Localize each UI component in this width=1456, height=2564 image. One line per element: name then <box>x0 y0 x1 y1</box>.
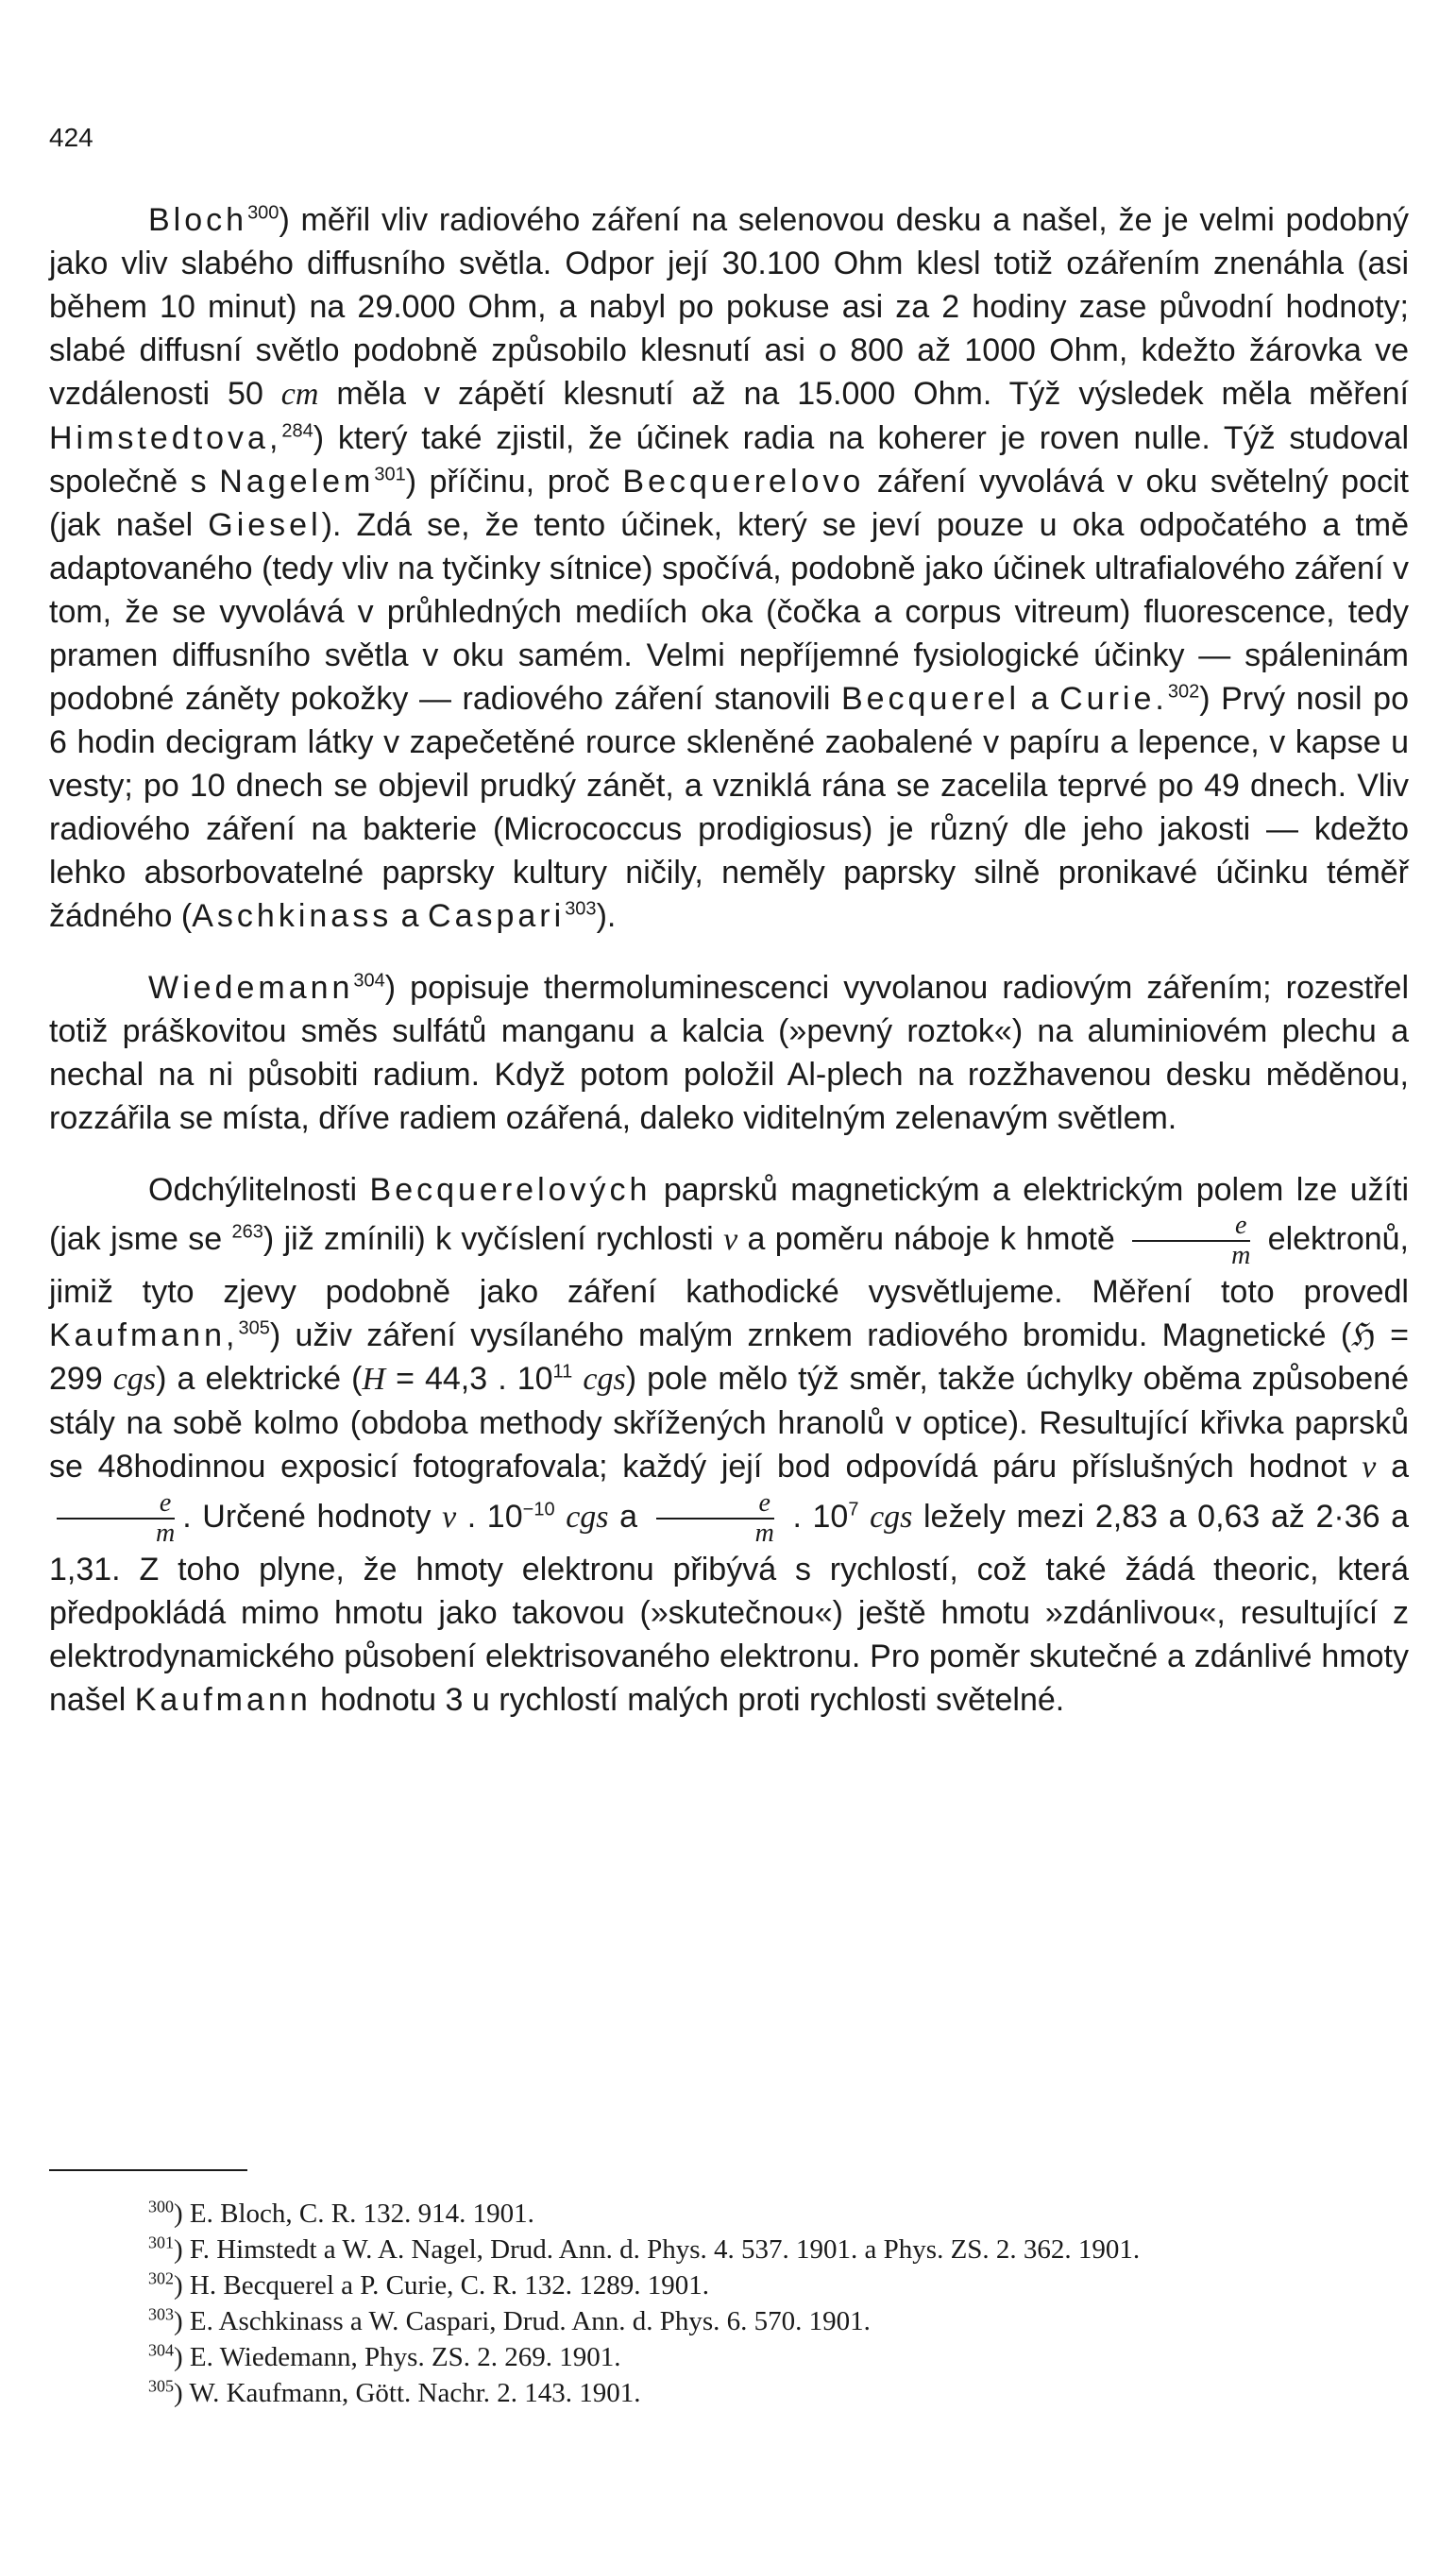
footnote-number: 303 <box>148 2304 174 2324</box>
author-name: Caspari <box>428 898 566 934</box>
author-name: Giesel <box>208 507 322 543</box>
author-name: Himstedtova, <box>49 420 282 456</box>
footnote-text: ) F. Himstedt a W. A. Nagel, Drud. Ann. d. Phys. 4. 537. 1901. a Phys. ZS. 2. 362. 1901. <box>174 2234 1141 2265</box>
paragraph-bloch <box>49 198 1409 938</box>
footnote-text: ) W. Kaufmann, Gött. Nachr. 2. 143. 1901. <box>174 2378 641 2408</box>
math-symbol: v <box>723 1221 738 1257</box>
author-name: Becquerel <box>840 681 1021 717</box>
footnote-ref[interactable]: 301 <box>374 464 406 485</box>
footnote-divider <box>49 2169 247 2171</box>
footnote-number: 302 <box>148 2268 174 2288</box>
author-name: Bloch <box>148 202 248 238</box>
author-name: Kaufmann <box>134 1682 312 1718</box>
author-name: Nagelem <box>219 464 375 500</box>
unit-text: cgs <box>566 1499 609 1535</box>
author-name: Becquerelových <box>369 1172 652 1208</box>
footnote-text: ) E. Wiedemann, Phys. ZS. 2. 269. 1901. <box>174 2342 621 2372</box>
fraction-e-over-m <box>53 1489 178 1548</box>
text-run: ) popisuje thermoluminescenci vyvolanou radiovým zářením; rozestřel totiž práškovitou směs sulfátů manganu a kalcia (»pevný roztok«) na aluminiovém plechu a nechal na ni působiti radium. Když potom položil Al-plech na rozžhavenou desku měděnou, rozzářila se místa, dříve radiem ozářená, daleko viditelným zelenavým světlem. <box>49 970 1409 1136</box>
unit-text: cgs <box>583 1362 626 1397</box>
footnote-301 <box>49 2232 1409 2267</box>
text-run: ) pole mělo týž směr, takže úchylky oběma způsobené stály na sobě kolmo (obdoba methody skřížených hranolů v optice). Resultující křivka paprsků se 48hodinnou exposicí fotografovala; každý její bod odpovídá páru příslušných hodnot <box>49 1361 1409 1485</box>
footnote-303 <box>49 2303 1409 2339</box>
math-expression: . 10 <box>781 1498 849 1535</box>
fraction-e-over-m <box>652 1489 778 1548</box>
text-run: ) příčinu, proč <box>405 464 623 500</box>
footnote-number: 305 <box>148 2376 174 2396</box>
fraction-numerator: e <box>1132 1212 1250 1242</box>
footnote-ref[interactable]: 303 <box>565 898 597 920</box>
text-run: ) a elektrické ( <box>156 1361 363 1397</box>
text-run: záření vyvolává v oku světelný pocit (jak našel <box>49 464 1409 543</box>
fraction-denominator: m <box>754 1519 774 1548</box>
math-expression: = 44,3 . 10 <box>385 1361 553 1397</box>
paragraph-kaufmann <box>49 1168 1409 1722</box>
unit-text: cgs <box>112 1362 157 1397</box>
text-run: paprsků magnetickým a elektrickým polem lze užíti (jak jsme se <box>49 1172 1410 1257</box>
footnote-number: 304 <box>148 2340 174 2360</box>
fraction-e-over-m <box>1128 1212 1254 1270</box>
author-name: Aschkinass <box>192 898 393 934</box>
math-symbol: H <box>362 1362 386 1397</box>
text-run: ležely mezi 2,83 a 0,63 až 2·36 a 1,31. Z toho plyne, že hmoty elektronu přibývá s rychlostí, což také žádá theoric, která předpokládá mimo hmotu jako takovou (»skutečnou«) ještě hmotu »zdánlivou«, resultující z elektrodynamického působení elektrisovaného elektronu. Pro poměr skutečné a zdánlivé hmoty našel <box>49 1498 1410 1718</box>
text-run: ) který také zjistil, že účinek radia na koherer je roven nulle. Týž studoval společně s <box>49 420 1409 500</box>
exponent: 7 <box>848 1499 859 1520</box>
text-run: ). <box>596 898 617 934</box>
text-run: ) uživ záření vysílaného malým zrnkem radiového bromidu. Magnetické ( <box>269 1317 1352 1353</box>
exponent: −10 <box>522 1499 555 1520</box>
text-run: ) již zmínili) k vyčíslení rychlosti <box>262 1220 724 1257</box>
text-run: . Určené hodnoty <box>182 1498 443 1535</box>
footnote-304 <box>49 2339 1409 2375</box>
text-run: a <box>392 898 429 934</box>
math-symbol: v <box>442 1499 457 1535</box>
page-number: 424 <box>49 123 93 152</box>
footnote-302 <box>49 2267 1409 2303</box>
footnote-ref[interactable]: 284 <box>281 420 313 442</box>
text-run: a <box>1376 1449 1410 1485</box>
math-expression: ℌ = 299 <box>49 1317 1410 1397</box>
text-run: ) měřil vliv radiového záření na selenovou desku a našel, že je velmi podobný jako vliv slabého diffusního světla. Odpor její 30.100 Ohm klesl totiž ozářením znenáhla (asi během 10 minut) na 29.000 Ohm, a nabyl po pokuse asi za 2 hodiny zase původní hodnoty; slabé diffusní světlo podobně způsobilo klesnutí asi o 800 až 1000 Ohm, kdežto žárovka ve vzdálenosti 50 <box>49 202 1409 412</box>
author-name: Becquerelovo <box>622 464 865 500</box>
text-run: a poměru náboje k hmotě <box>737 1220 1126 1257</box>
math-symbol: v <box>1362 1450 1377 1485</box>
footnote-text: ) H. Becquerel a P. Curie, C. R. 132. 1289. 1901. <box>174 2270 710 2301</box>
paragraph-wiedemann <box>49 966 1409 1140</box>
footnote-ref[interactable]: 300 <box>247 202 279 224</box>
footnote-text: ) E. Bloch, C. R. 132. 914. 1901. <box>174 2199 534 2229</box>
text-run: ) Prvý nosil po 6 hodin decigram látky v zapečetěné rource skleněné zaobalené v papíru a lepence, v kapse u vesty; po 10 dnech se objevil prudký zánět, a vzniklá rána se zacelila teprvé po 49 dnech. Vliv radiového záření na bakterie (Micrococcus prodigiosus) je různý dle jeho jakosti — kdežto lehko absorbovatelné paprsky kultury ničily, neměly paprsky silně pronikavé účinku téměř žádného ( <box>49 681 1409 934</box>
fraction-numerator: e <box>656 1489 774 1520</box>
fraction-denominator: m <box>1231 1241 1251 1270</box>
author-name: Curie. <box>1059 681 1168 717</box>
author-name: Kaufmann, <box>49 1317 239 1353</box>
footnote-ref[interactable]: 305 <box>238 1317 270 1339</box>
unit-text: cgs <box>870 1499 913 1535</box>
text-run: a <box>1020 681 1060 717</box>
footnote-300 <box>49 2196 1409 2232</box>
exponent: 11 <box>552 1361 573 1383</box>
unit-text: cm <box>280 377 319 412</box>
author-name: Wiedemann <box>148 970 354 1006</box>
fraction-numerator: e <box>57 1489 175 1520</box>
text-run: elektronů, jimiž tyto zjevy podobně jako záření kathodické vysvětlujeme. Měření toto provedl <box>49 1220 1409 1310</box>
text-run: Odchýlitelnosti <box>148 1172 370 1208</box>
footnote-number: 301 <box>148 2233 174 2252</box>
footnote-ref[interactable]: 263 <box>231 1221 263 1243</box>
footnotes <box>49 2196 1409 2411</box>
footnote-ref[interactable]: 304 <box>353 970 385 992</box>
footnote-number: 300 <box>148 2197 174 2216</box>
body-text <box>49 198 1409 1722</box>
fraction-denominator: m <box>156 1519 176 1548</box>
footnote-ref[interactable]: 302 <box>1167 681 1200 703</box>
text-run: měla v zápětí klesnutí až na 15.000 Ohm. Týž výsledek měla měření <box>318 376 1409 412</box>
text-run: ). Zdá se, že tento účinek, který se jeví pouze u oka odpočatého a tmě adaptovaného (tedy vliv na tyčinky sítnice) spočívá, podobně jako účinek ultrafialového záření v tom, že se vyvolává v průhledných mediích oka (čočka a corpus vitreum) fluorescence, tedy pramen diffusního světla v oku samém. Velmi nepříjemné fysiologické účinky — spáleninám podobné záněty pokožky — radiového záření stanovili <box>49 507 1409 717</box>
footnote-text: ) E. Aschkinass a W. Caspari, Drud. Ann. d. Phys. 6. 570. 1901. <box>174 2306 871 2336</box>
footnote-305 <box>49 2375 1409 2411</box>
text-run: hodnotu 3 u rychlostí malých proti rychlosti světelné. <box>311 1682 1065 1718</box>
text-run: a <box>608 1498 649 1535</box>
math-expression: . 10 <box>456 1498 523 1535</box>
